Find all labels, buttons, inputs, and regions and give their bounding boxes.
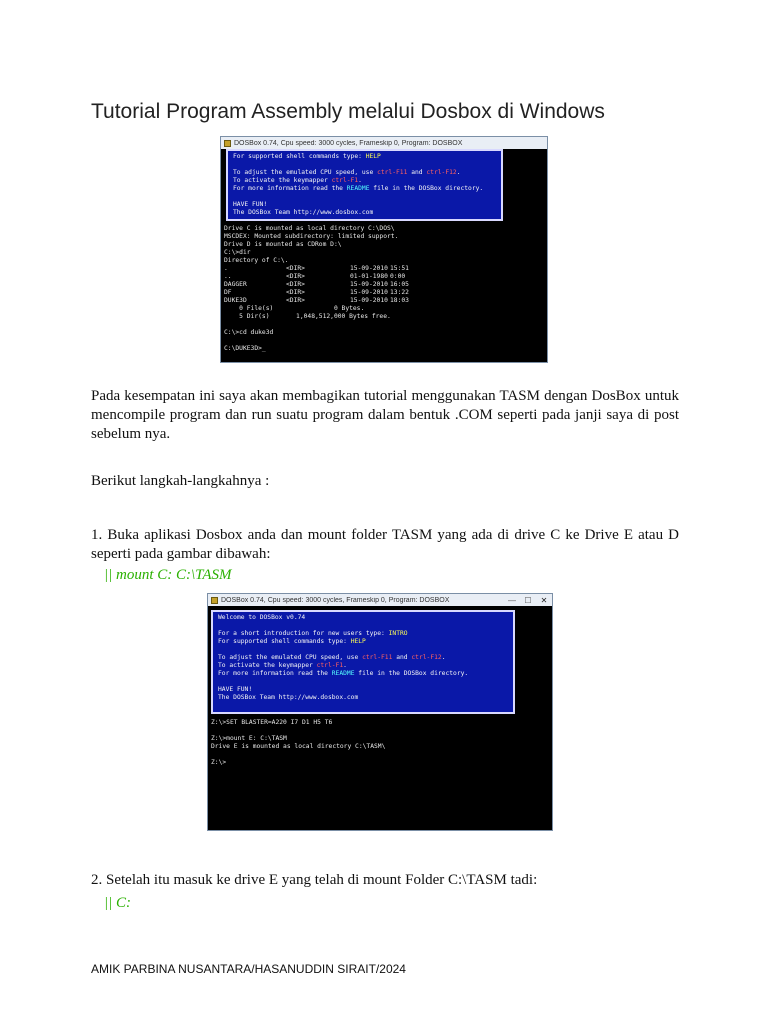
- box-line: HAVE FUN!: [218, 686, 253, 693]
- box-line: The DOSBox Team http://www.dosbox.com: [233, 209, 374, 216]
- box-line: HAVE FUN!: [233, 201, 268, 208]
- box-line: The DOSBox Team http://www.dosbox.com: [218, 694, 359, 701]
- page-footer: AMIK PARBINA NUSANTARA/HASANUDDIN SIRAIT/2024: [91, 962, 406, 976]
- steps-heading: Berikut langkah-langkahnya :: [91, 473, 270, 489]
- step-2-text: 2. Setelah itu masuk ke drive E yang telah di mount Folder C:\TASM tadi:: [91, 872, 538, 888]
- console-line: 0 File(s) 0 Bytes.: [224, 305, 365, 312]
- box-line: To activate the keymapper ctrl-F1.: [218, 662, 347, 669]
- box-line: [218, 646, 508, 654]
- box-line: To adjust the emulated CPU speed, use ctrl-F11 and ctrl-F12.: [233, 169, 461, 176]
- console-line: [211, 727, 385, 735]
- dosbox-app-icon: [211, 597, 218, 604]
- page-title: Tutorial Program Assembly melalui Dosbox di Windows: [91, 100, 605, 123]
- dos-console-output: [224, 225, 409, 353]
- box-line: For more information read the README file in the DOSBox directory.: [218, 670, 469, 677]
- dosbox-screenshot-2: [207, 593, 553, 831]
- console-line: C:\>dir: [224, 249, 251, 256]
- dosbox-welcome-box: [226, 149, 503, 221]
- box-line: [233, 193, 496, 201]
- box-line: [218, 678, 508, 686]
- box-line: [218, 622, 508, 630]
- console-line: Drive E is mounted as local directory C:\TASM\: [211, 743, 386, 750]
- console-line: Directory of C:\.: [224, 257, 289, 264]
- console-line: Z:\>mount E: C:\TASM: [211, 735, 287, 742]
- box-line: For supported shell commands type: HELP: [233, 153, 381, 160]
- console-line: [211, 751, 385, 759]
- window-title: DOSBox 0.74, Cpu speed: 3000 cycles, Frameskip 0, Program: DOSBOX: [221, 596, 450, 604]
- box-line: To adjust the emulated CPU speed, use ctrl-F11 and ctrl-F12.: [218, 654, 446, 661]
- console-line: 5 Dir(s) 1,048,512,000 Bytes free.: [224, 313, 391, 320]
- console-prompt: Z:\>: [211, 759, 227, 766]
- dir-listing-row: DUKE3D <DIR> 15-09-2010 18:03: [224, 297, 409, 304]
- console-line: [224, 321, 409, 329]
- dosbox-screenshot-1: [220, 136, 548, 363]
- step-1-text: 1. Buka aplikasi Dosbox anda dan mount folder TASM yang ada di drive C ke Drive E atau D seperti pada gambar dibawah:: [91, 527, 679, 562]
- box-line: To activate the keymapper ctrl-F1.: [233, 177, 362, 184]
- dir-listing-row: .. <DIR> 01-01-1980 0:00: [224, 273, 406, 280]
- dir-listing-row: DAGGER <DIR> 15-09-2010 16:05: [224, 281, 409, 288]
- maximize-button[interactable]: ☐: [524, 595, 532, 605]
- intro-paragraph: Pada kesempatan ini saya akan membagikan tutorial menggunakan TASM dengan DosBox untuk mencompile program dan run suatu program dalam bentuk .COM seperti pada janji saya di post sebelum nya.: [91, 388, 679, 442]
- console-line: Drive C is mounted as local directory C:\DOS\: [224, 225, 395, 232]
- console-line: Z:\>SET BLASTER=A220 I7 D1 H5 T6: [211, 719, 333, 726]
- window-title: DOSBox 0.74, Cpu speed: 3000 cycles, Frameskip 0, Program: DOSBOX: [234, 139, 463, 147]
- window-titlebar: [208, 594, 552, 606]
- box-line: For a short introduction for new users type: INTRO: [218, 630, 408, 637]
- minimize-button[interactable]: —: [508, 595, 516, 605]
- box-line: Welcome to DOSBox v0.74: [218, 614, 306, 621]
- console-line: Drive D is mounted as CDRom D:\: [224, 241, 342, 248]
- box-line: [233, 161, 496, 169]
- console-line: [224, 337, 409, 345]
- step-2-command: || C:: [104, 895, 131, 911]
- console-line: MSCDEX: Mounted subdirectory: limited support.: [224, 233, 399, 240]
- dir-listing-row: DF <DIR> 15-09-2010 13:22: [224, 289, 409, 296]
- step-1-command: || mount C: C:\TASM: [104, 567, 232, 583]
- dosbox-app-icon: [224, 140, 231, 147]
- console-line: C:\>cd duke3d: [224, 329, 274, 336]
- box-line: For supported shell commands type: HELP: [218, 638, 366, 645]
- window-titlebar: [221, 137, 547, 149]
- close-button[interactable]: ✕: [540, 595, 548, 605]
- box-line: For more information read the README file in the DOSBox directory.: [233, 185, 484, 192]
- dos-console-output: [211, 719, 385, 767]
- console-prompt: C:\DUKE3D>_: [224, 345, 266, 352]
- dosbox-welcome-box: [211, 610, 515, 714]
- dir-listing-row: . <DIR> 15-09-2010 15:51: [224, 265, 409, 272]
